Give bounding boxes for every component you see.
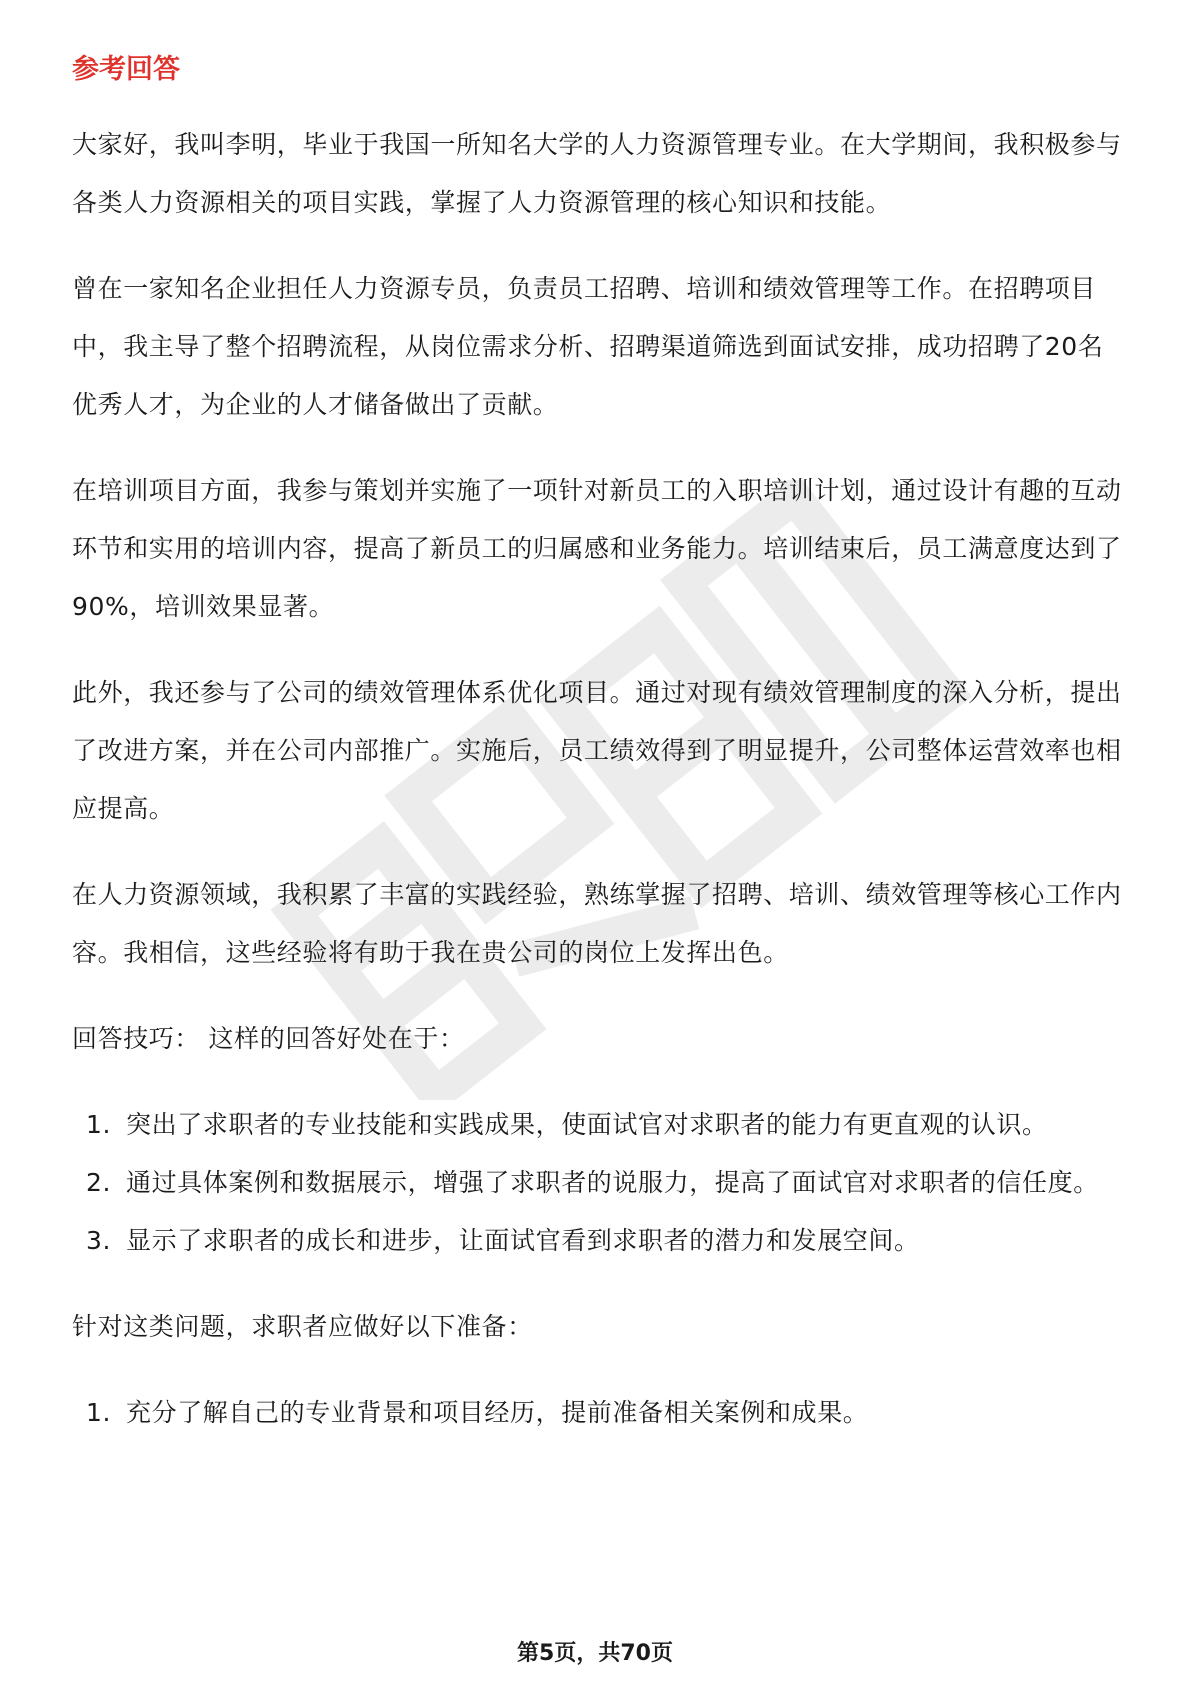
intro-paragraph-4: 此外，我还参与了公司的绩效管理体系优化项目。通过对现有绩效管理制度的深入分析，提出了改进方案，并在公司内部推广。实施后，员工绩效得到了明显提升，公司整体运营效率也相应提高。 [72,678,1122,823]
list-item-text: 通过具体案例和数据展示，增强了求职者的说服力，提高了面试官对求职者的信任度。 [126,1168,1099,1197]
intro-paragraph-5: 在人力资源领域，我积累了丰富的实践经验，熟练掌握了招聘、培训、绩效管理等核心工作内容。我相信，这些经验将有助于我在贵公司的岗位上发挥出色。 [72,880,1122,967]
intro-paragraph-3: 在培训项目方面，我参与策划并实施了一项针对新员工的入职培训计划，通过设计有趣的互动环节和实用的培训内容，提高了新员工的归属感和业务能力。培训结束后，员工满意度达到了90%，培训效果显著。 [72,476,1122,621]
intro-paragraph-2: 曾在一家知名企业担任人力资源专员，负责员工招聘、培训和绩效管理等工作。在招聘项目中，我主导了整个招聘流程，从岗位需求分析、招聘渠道筛选到面试安排，成功招聘了20名优秀人才，为企业的人才储备做出了贡献。 [72,274,1104,419]
answer-heading: 参考回答 [72,54,180,85]
prep-list [72,1384,1124,1442]
list-item-text: 显示了求职者的成长和进步，让面试官看到求职者的潜力和发展空间。 [126,1226,920,1255]
tips-list [72,1096,1124,1270]
list-item [72,1212,1124,1270]
list-item [72,1384,1124,1442]
list-item-text: 突出了求职者的专业技能和实践成果，使面试官对求职者的能力有更直观的认识。 [126,1110,1048,1139]
answer-body [72,116,1124,1470]
list-number: 2. [86,1168,112,1197]
tips-lead: 回答技巧： 这样的回答好处在于： [72,1024,465,1053]
intro-paragraph-1: 大家好，我叫李明，毕业于我国一所知名大学的人力资源管理专业。在大学期间，我积极参与各类人力资源相关的项目实践，掌握了人力资源管理的核心知识和技能。 [72,130,1122,217]
list-number: 3. [86,1226,112,1255]
page-number: 第5页，共70页 [517,1641,673,1666]
prep-lead: 针对这类问题，求职者应做好以下准备： [72,1312,533,1341]
list-number: 1. [86,1398,112,1427]
list-item-text: 充分了解自己的专业背景和项目经历，提前准备相关案例和成果。 [126,1398,869,1427]
list-item [72,1154,1124,1212]
list-item [72,1096,1124,1154]
list-number: 1. [86,1110,112,1139]
